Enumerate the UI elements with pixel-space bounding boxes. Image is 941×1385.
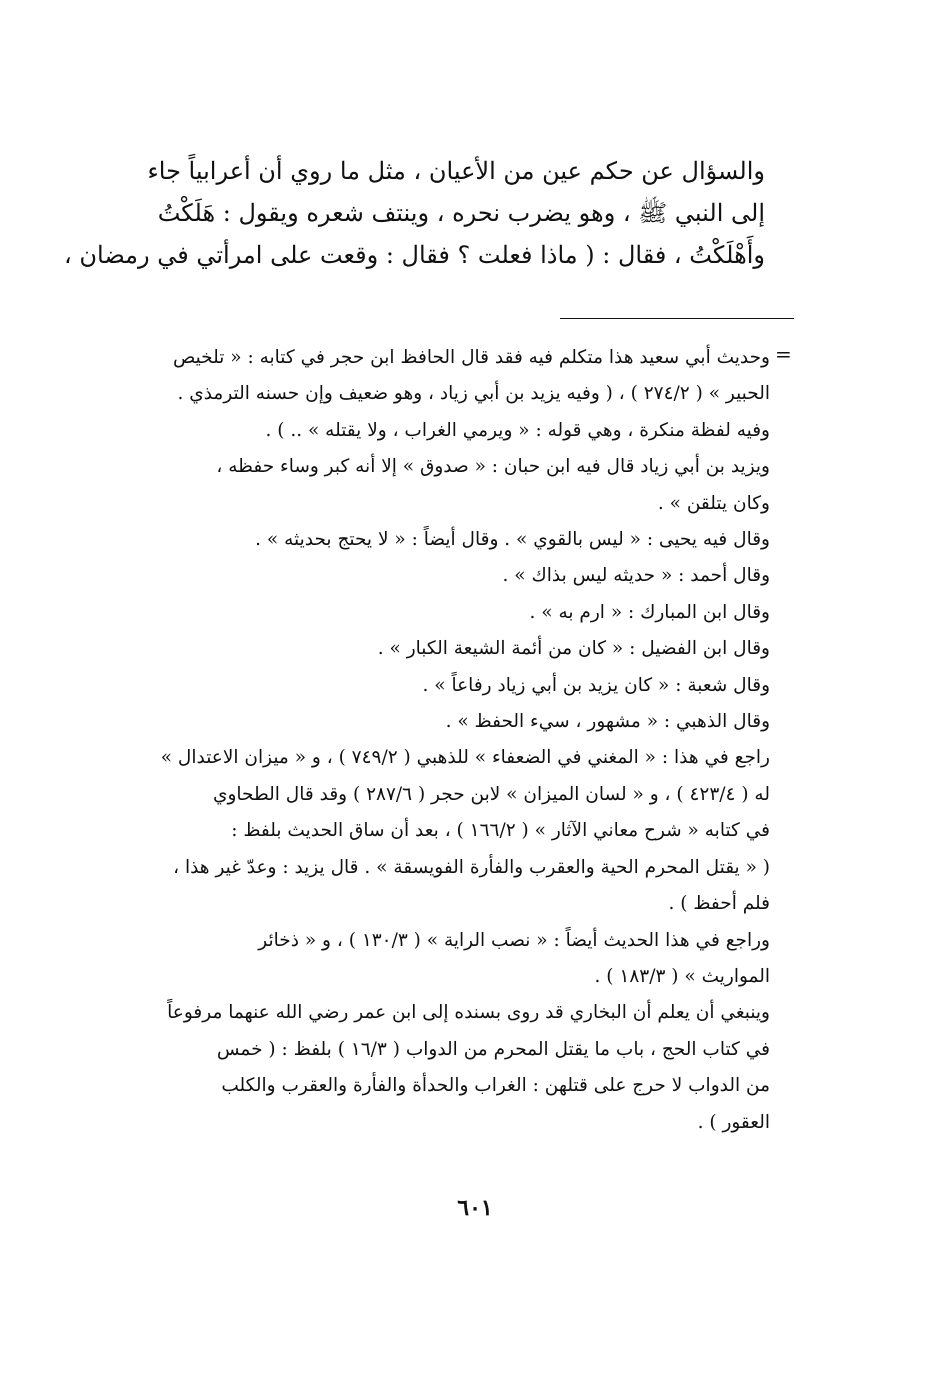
footnote-line: في كتابه « شرح معاني الآثار » ( ١٦٦/٢ ) ، بعد أن ساق الحديث بلفظ : bbox=[231, 820, 770, 842]
footnote-line: وقال أحمد : « حديثه ليس بذاك » . bbox=[502, 565, 770, 587]
main-text bbox=[64, 150, 765, 276]
footnote-line: الحبير » ( ٢٧٤/٢ ) ، ( وفيه يزيد بن أبي زياد ، وهو ضعيف وإن حسنه الترمذي . bbox=[177, 383, 770, 405]
footnote-line: له ( ٤٢٣/٤ ) ، و « لسان الميزان » لابن حجر ( ٢٨٧/٦ ) وقد قال الطحاوي bbox=[212, 783, 770, 805]
main-text-line: إلى النبي ﷺ ، وهو يضرب نحره ، وينتف شعره ويقول : هَلَكْتُ bbox=[157, 199, 765, 227]
footnote-line: وحديث أبي سعيد هذا متكلم فيه فقد قال الحافظ ابن حجر في كتابه : « تلخيص bbox=[172, 347, 770, 368]
footnote-line: وفيه لفظة منكرة ، وهي قوله : « ويرمي الغراب ، ولا يقتله » .. ) . bbox=[265, 419, 770, 441]
footnote-line: راجع في هذا : « المغني في الضعفاء » للذهبي ( ٧٤٩/٢ ) ، و « ميزان الاعتدال » bbox=[160, 747, 770, 769]
main-text-line: وأَهْلَكْتُ ، فقال : ( ماذا فعلت ؟ فقال : وقعت على امرأتي في رمضان ، bbox=[64, 241, 765, 269]
footnotes bbox=[150, 340, 770, 1141]
footnote-line: في كتاب الحج ، باب ما يقتل المحرم من الدواب ( ١٦/٣ ) بلفظ : ( خمس bbox=[216, 1038, 770, 1060]
footnote-line: من الدواب لا حرج على قتلهن : الغراب والحدأة والفأرة والعقرب والكلب bbox=[221, 1075, 770, 1097]
footnote-line: وينبغي أن يعلم أن البخاري قد روى بسنده إلى ابن عمر رضي الله عنهما مرفوعاً bbox=[167, 1002, 770, 1024]
footnote-continuation-marker: = bbox=[775, 342, 792, 366]
footnote-separator bbox=[560, 318, 794, 319]
footnote-line: وقال شعبة : « كان يزيد بن أبي زياد رفاعاً » . bbox=[422, 674, 770, 696]
page-number: ٦٠١ bbox=[457, 1195, 493, 1221]
footnote-line: وقال ابن الفضيل : « كان من أئمة الشيعة الكبار » . bbox=[377, 638, 770, 660]
footnote-line: وقال ابن المبارك : « ارم به » . bbox=[529, 601, 770, 623]
footnote-line: وقال فيه يحيى : « ليس بالقوي » . وقال أيضاً : « لا يحتج بحديثه » . bbox=[255, 529, 770, 551]
footnote-line: ( « يقتل المحرم الحية والعقرب والفأرة الفويسقة » . قال يزيد : وعدّ غير هذا ، bbox=[173, 856, 770, 878]
footnote-line: فلم أحفظ ) . bbox=[668, 893, 770, 915]
footnote-line: العقور ) . bbox=[697, 1111, 770, 1133]
footnote-line: المواريث » ( ١٨٣/٣ ) . bbox=[594, 965, 770, 987]
footnote-line: وراجع في هذا الحديث أيضاً : « نصب الراية » ( ١٣٠/٣ ) ، و « ذخائر bbox=[258, 929, 770, 951]
footnote-line: وكان يتلقن » . bbox=[657, 492, 770, 514]
main-text-line: والسؤال عن حكم عين من الأعيان ، مثل ما روي أن أعرابياً جاء bbox=[147, 157, 765, 185]
footnote-line: ويزيد بن أبي زياد قال فيه ابن حبان : « صدوق » إلا أنه كبر وساء حفظه ، bbox=[216, 456, 770, 478]
footnote-line: وقال الذهبي : « مشهور ، سيء الحفظ » . bbox=[445, 711, 770, 733]
